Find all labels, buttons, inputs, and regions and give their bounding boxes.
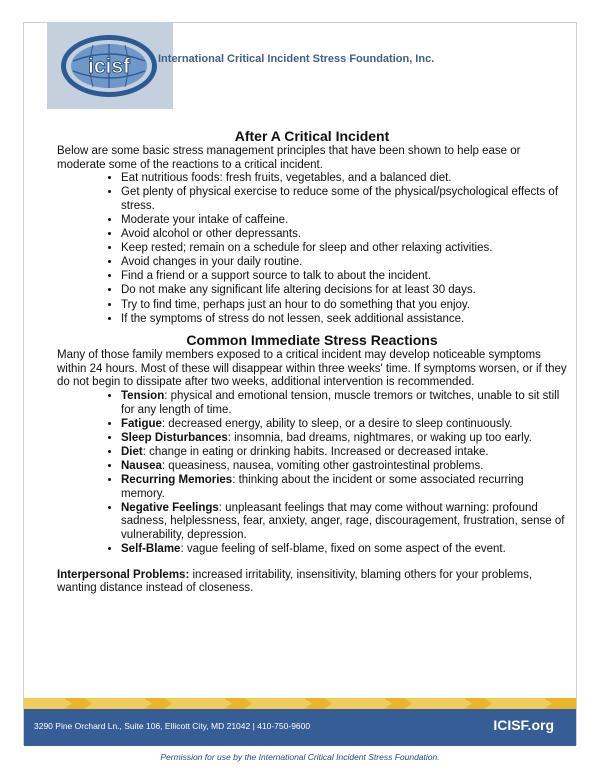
reaction-term: Negative Feelings — [121, 501, 219, 514]
footer-address: 3290 Pine Orchard Ln., Suite 106, Ellicott City, MD 21042 | 410-750-9600 — [34, 721, 311, 731]
logo-text: icisf — [87, 55, 131, 78]
list-item — [121, 390, 567, 417]
stripe-chevrons — [24, 698, 576, 709]
list-item — [121, 418, 567, 432]
list-item — [121, 502, 567, 543]
list-item — [121, 474, 567, 501]
section-title-after-incident: After A Critical Incident — [234, 128, 390, 144]
logo-panel — [47, 23, 173, 109]
reaction-text: : insomnia, bad dreams, nightmares, or waking up too early. — [227, 431, 532, 444]
reaction-text: : change in eating or drinking habits. Increased or decreased intake. — [142, 445, 489, 458]
document-page — [23, 22, 577, 745]
section-title-stress-reactions: Common Immediate Stress Reactions — [186, 332, 438, 349]
list-item: • Avoid alcohol or other depressants. — [121, 228, 567, 242]
reaction-text: : queasiness, nausea, vomiting other gastrointestinal problems. — [161, 459, 484, 472]
list-item — [121, 543, 567, 557]
interpersonal-paragraph — [57, 569, 567, 596]
reaction-text: : decreased energy, ability to sleep, or a desire to sleep continuously. — [161, 417, 513, 430]
interpersonal-term: Interpersonal Problems: — [57, 568, 190, 581]
list-item: • Try to find time, perhaps just an hour to do something that you enjoy. — [121, 299, 567, 313]
list-item: • Avoid changes in your daily routine. — [121, 256, 567, 270]
reactions-list — [57, 390, 567, 557]
reaction-text: : physical and emotional tension, muscle tremors or twitches, unable to sit still for any length of time. — [121, 390, 560, 416]
reaction-term: Recurring Memories — [121, 474, 233, 487]
permission-note: Permission for use by the International Critical Incident Stress Foundation. — [160, 752, 440, 762]
section-intro-after-incident: Below are some basic stress management principles that have been shown to help ease or moderate some of the reactions to a critical incident. — [57, 145, 521, 171]
footer-bar — [24, 709, 576, 746]
reaction-term: Self-Blame — [121, 543, 181, 556]
section-intro-stress-reactions: Many of those family members exposed to a critical incident may develop noticeable symptoms within 24 hours. Most of these will disappear within three weeks' time. If symptoms worsen, or if they do not begin to dissipate after two weeks, additional intervention is recommended. — [57, 349, 567, 389]
organization-name: International Critical Incident Stress Foundation, Inc. — [158, 53, 435, 65]
list-item: • Do not make any significant life altering decisions for at least 30 days. — [121, 284, 567, 298]
list-item: • Find a friend or a support source to talk to about the incident. — [121, 270, 567, 284]
reaction-text: : vague feeling of self-blame, fixed on some aspect of the event. — [180, 543, 506, 556]
reaction-term: Diet — [121, 445, 143, 458]
reaction-text: : unpleasant feelings that may come without warning: profound sadness, helplessness, fear, anxiety, anger, rage, discouragement, frustration, sense of vulnerability, depression. — [121, 501, 565, 541]
reaction-term: Tension — [121, 390, 165, 402]
tips-list — [57, 172, 567, 326]
list-item: • Get plenty of physical exercise to reduce some of the physical/psychological effects of stress. — [121, 186, 567, 213]
icisf-logo — [59, 33, 159, 99]
list-item: • Keep rested; remain on a schedule for sleep and other relaxing activities. — [121, 242, 567, 256]
main-content — [57, 128, 567, 596]
list-item: • Eat nutritious foods: fresh fruits, vegetables, and a balanced diet. — [121, 172, 567, 186]
reaction-term: Sleep Disturbances — [121, 431, 228, 444]
reaction-term: Fatigue — [121, 417, 162, 430]
reaction-term: Nausea — [121, 459, 162, 472]
list-item — [121, 460, 567, 474]
list-item — [121, 446, 567, 460]
list-item — [121, 432, 567, 446]
list-item: • If the symptoms of stress do not lessen, seek additional assistance. — [121, 313, 567, 327]
interpersonal-text: increased irritability, insensitivity, blaming others for your problems, wanting distance instead of closeness. — [57, 568, 533, 595]
list-item: • Moderate your intake of caffeine. — [121, 214, 567, 228]
reaction-text: : thinking about the incident or some associated recurring memory. — [121, 474, 524, 500]
footer-website-link[interactable]: ICISF.org — [493, 717, 554, 733]
